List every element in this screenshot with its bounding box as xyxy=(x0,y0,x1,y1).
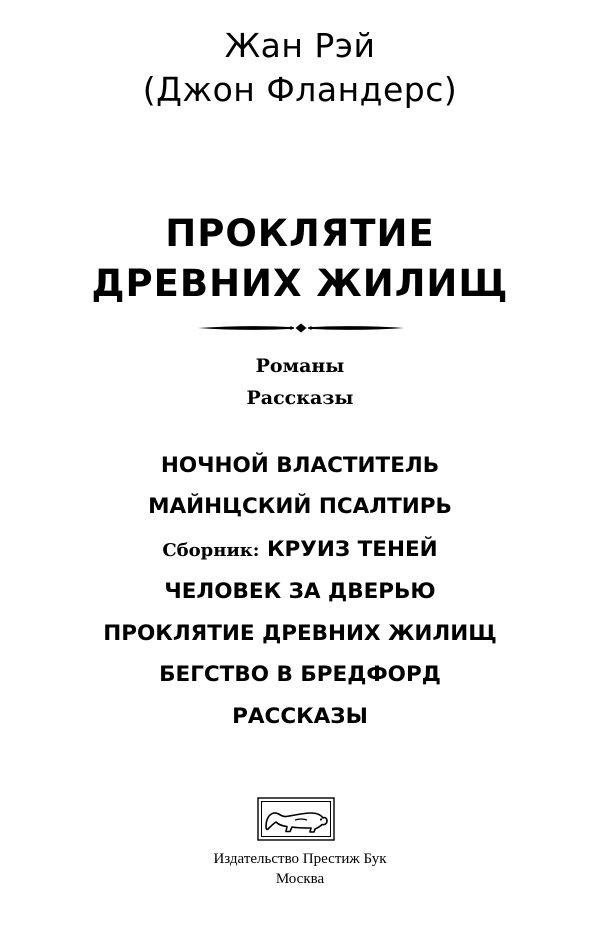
ornament-divider-icon xyxy=(196,321,406,335)
work-title: ПРОКЛЯТИЕ ДРЕВНИХ ЖИЛИЩ xyxy=(103,621,497,646)
work-title: КРУИЗ ТЕНЕЙ xyxy=(266,537,438,562)
work-title: ЧЕЛОВЕК ЗА ДВЕРЬЮ xyxy=(164,579,436,604)
work-item xyxy=(0,614,600,654)
work-item xyxy=(0,446,600,486)
publisher-name: Издательство Престиж Бук xyxy=(213,851,387,867)
book-title-line-2: ДРЕВНИХ ЖИЛИЩ xyxy=(91,262,509,305)
genre-novels: Романы xyxy=(255,355,345,377)
book-title-line-1: ПРОКЛЯТИЕ xyxy=(165,212,435,255)
work-title: РАССКАЗЫ xyxy=(232,704,368,729)
work-prefix: Сборник: xyxy=(162,540,260,561)
work-item xyxy=(0,697,600,737)
work-title: НОЧНОЙ ВЛАСТИТЕЛЬ xyxy=(160,453,440,478)
genre-stories: Рассказы xyxy=(246,387,354,409)
panther-logo-icon xyxy=(257,797,335,841)
work-item xyxy=(0,487,600,527)
author-name: Жан Рэй xyxy=(224,26,376,65)
work-item xyxy=(0,572,600,612)
work-item xyxy=(0,655,600,695)
author-pseudonym: (Джон Фландерс) xyxy=(142,70,458,109)
publisher-city: Москва xyxy=(275,871,325,887)
work-item xyxy=(0,530,600,571)
work-title: МАЙНЦСКИЙ ПСАЛТИРЬ xyxy=(148,494,452,519)
work-title: БЕГСТВО В БРЕДФОРД xyxy=(159,662,441,687)
